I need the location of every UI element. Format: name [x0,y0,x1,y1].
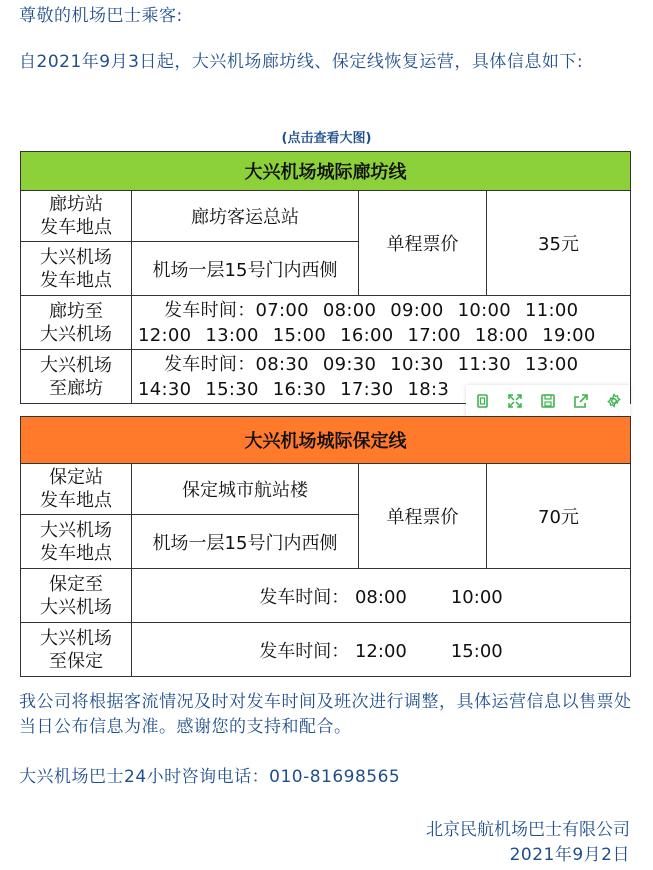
greeting-text: 尊敬的机场巴士乘客: [19,6,183,26]
baoding-from-airport-label: 大兴机场 至保定 [21,623,132,677]
departure-time: 15:00 [450,640,503,662]
departure-time: 10:30 [390,353,444,375]
departure-time: 12:00 [354,640,407,662]
departure-time: 17:30 [340,378,394,400]
baoding-to-airport-times: 发车时间： 08:00 10:00 [132,569,631,623]
baoding-airport-value: 机场一层15号门内西侧 [132,515,359,569]
langfang-fare-value: 35元 [487,191,631,296]
langfang-from-airport-times: 发车时间：08:30 09:30 10:30 11:30 13:00 14:30 15:30 16:30 17:30 18:3 [132,350,631,404]
departure-time: 12:00 [138,324,192,346]
departure-time: 14:30 [138,378,192,400]
baoding-station-label: 保定站 发车地点 [21,464,132,515]
baoding-fare-label: 单程票价 [359,464,487,569]
departure-time: 19:00 [542,324,596,346]
save-icon[interactable] [539,392,557,410]
share-icon[interactable] [572,392,590,410]
departure-time: 15:00 [272,324,327,346]
departure-time: 15:30 [205,378,259,400]
hotline-text: 大兴机场巴士24小时咨询电话：010-81698565 [19,767,401,787]
notice-text: 我公司将根据客流情况及时对发车时间及班次进行调整，具体运营信息以售票处当日公布信息为准。感谢您的支持和配合。 [19,692,632,737]
departure-time: 16:00 [340,324,394,346]
departure-time: 09:00 [390,299,444,321]
departure-time: 13:00 [525,353,579,375]
departure-time: 17:00 [407,324,461,346]
departure-time: 11:30 [457,353,511,375]
baoding-station-value: 保定城市航站楼 [132,464,359,515]
langfang-to-airport-label: 廊坊至 大兴机场 [21,296,132,350]
langfang-fare-label: 单程票价 [359,191,487,296]
baoding-route-table [20,416,631,677]
departure-time: 10:00 [457,299,511,321]
baoding-title: 大兴机场城际保定线 [21,417,631,464]
baoding-from-airport-times: 发车时间： 12:00 15:00 [132,623,631,677]
intro-text: 自2021年9月3日起，大兴机场廊坊线、保定线恢复运营，具体信息如下: [19,52,584,72]
departure-time: 08:00 [354,586,407,608]
departure-time: 13:00 [205,324,259,346]
click-to-enlarge-link[interactable]: (点击查看大图) [281,131,372,146]
baoding-fare-value: 70元 [487,464,631,569]
departure-time: 07:00 [255,299,309,321]
settings-icon[interactable] [605,392,623,410]
departure-time: 08:30 [255,353,309,375]
departure-time: 09:30 [322,353,377,375]
departure-time: 08:00 [322,299,377,321]
departure-time: 18:3 [407,378,450,400]
langfang-from-airport-label: 大兴机场 至廊坊 [21,350,132,404]
langfang-title: 大兴机场城际廊坊线 [21,152,631,191]
baoding-airport-label: 大兴机场 发车地点 [21,515,132,569]
langfang-station-label: 廊坊站 发车地点 [21,191,132,242]
baoding-to-airport-label: 保定至 大兴机场 [21,569,132,623]
departure-time: 16:30 [272,378,327,400]
fullscreen-icon[interactable] [506,392,524,410]
langfang-to-airport-times: 发车时间：07:00 08:00 09:00 10:00 11:00 12:00 13:00 15:00 16:00 17:00 18:00 19:00 [132,296,631,350]
copy-icon[interactable] [473,392,491,410]
departure-time: 18:00 [474,324,529,346]
image-toolbar [466,385,630,417]
departure-time: 10:00 [450,586,503,608]
langfang-station-value: 廊坊客运总站 [132,191,359,242]
departure-time: 11:00 [525,299,579,321]
langfang-airport-value: 机场一层15号门内西侧 [132,242,359,296]
notice-date: 2021年9月2日 [509,845,630,865]
langfang-route-table [20,151,631,404]
langfang-airport-label: 大兴机场 发车地点 [21,242,132,296]
company-name: 北京民航机场巴士有限公司 [426,820,630,840]
